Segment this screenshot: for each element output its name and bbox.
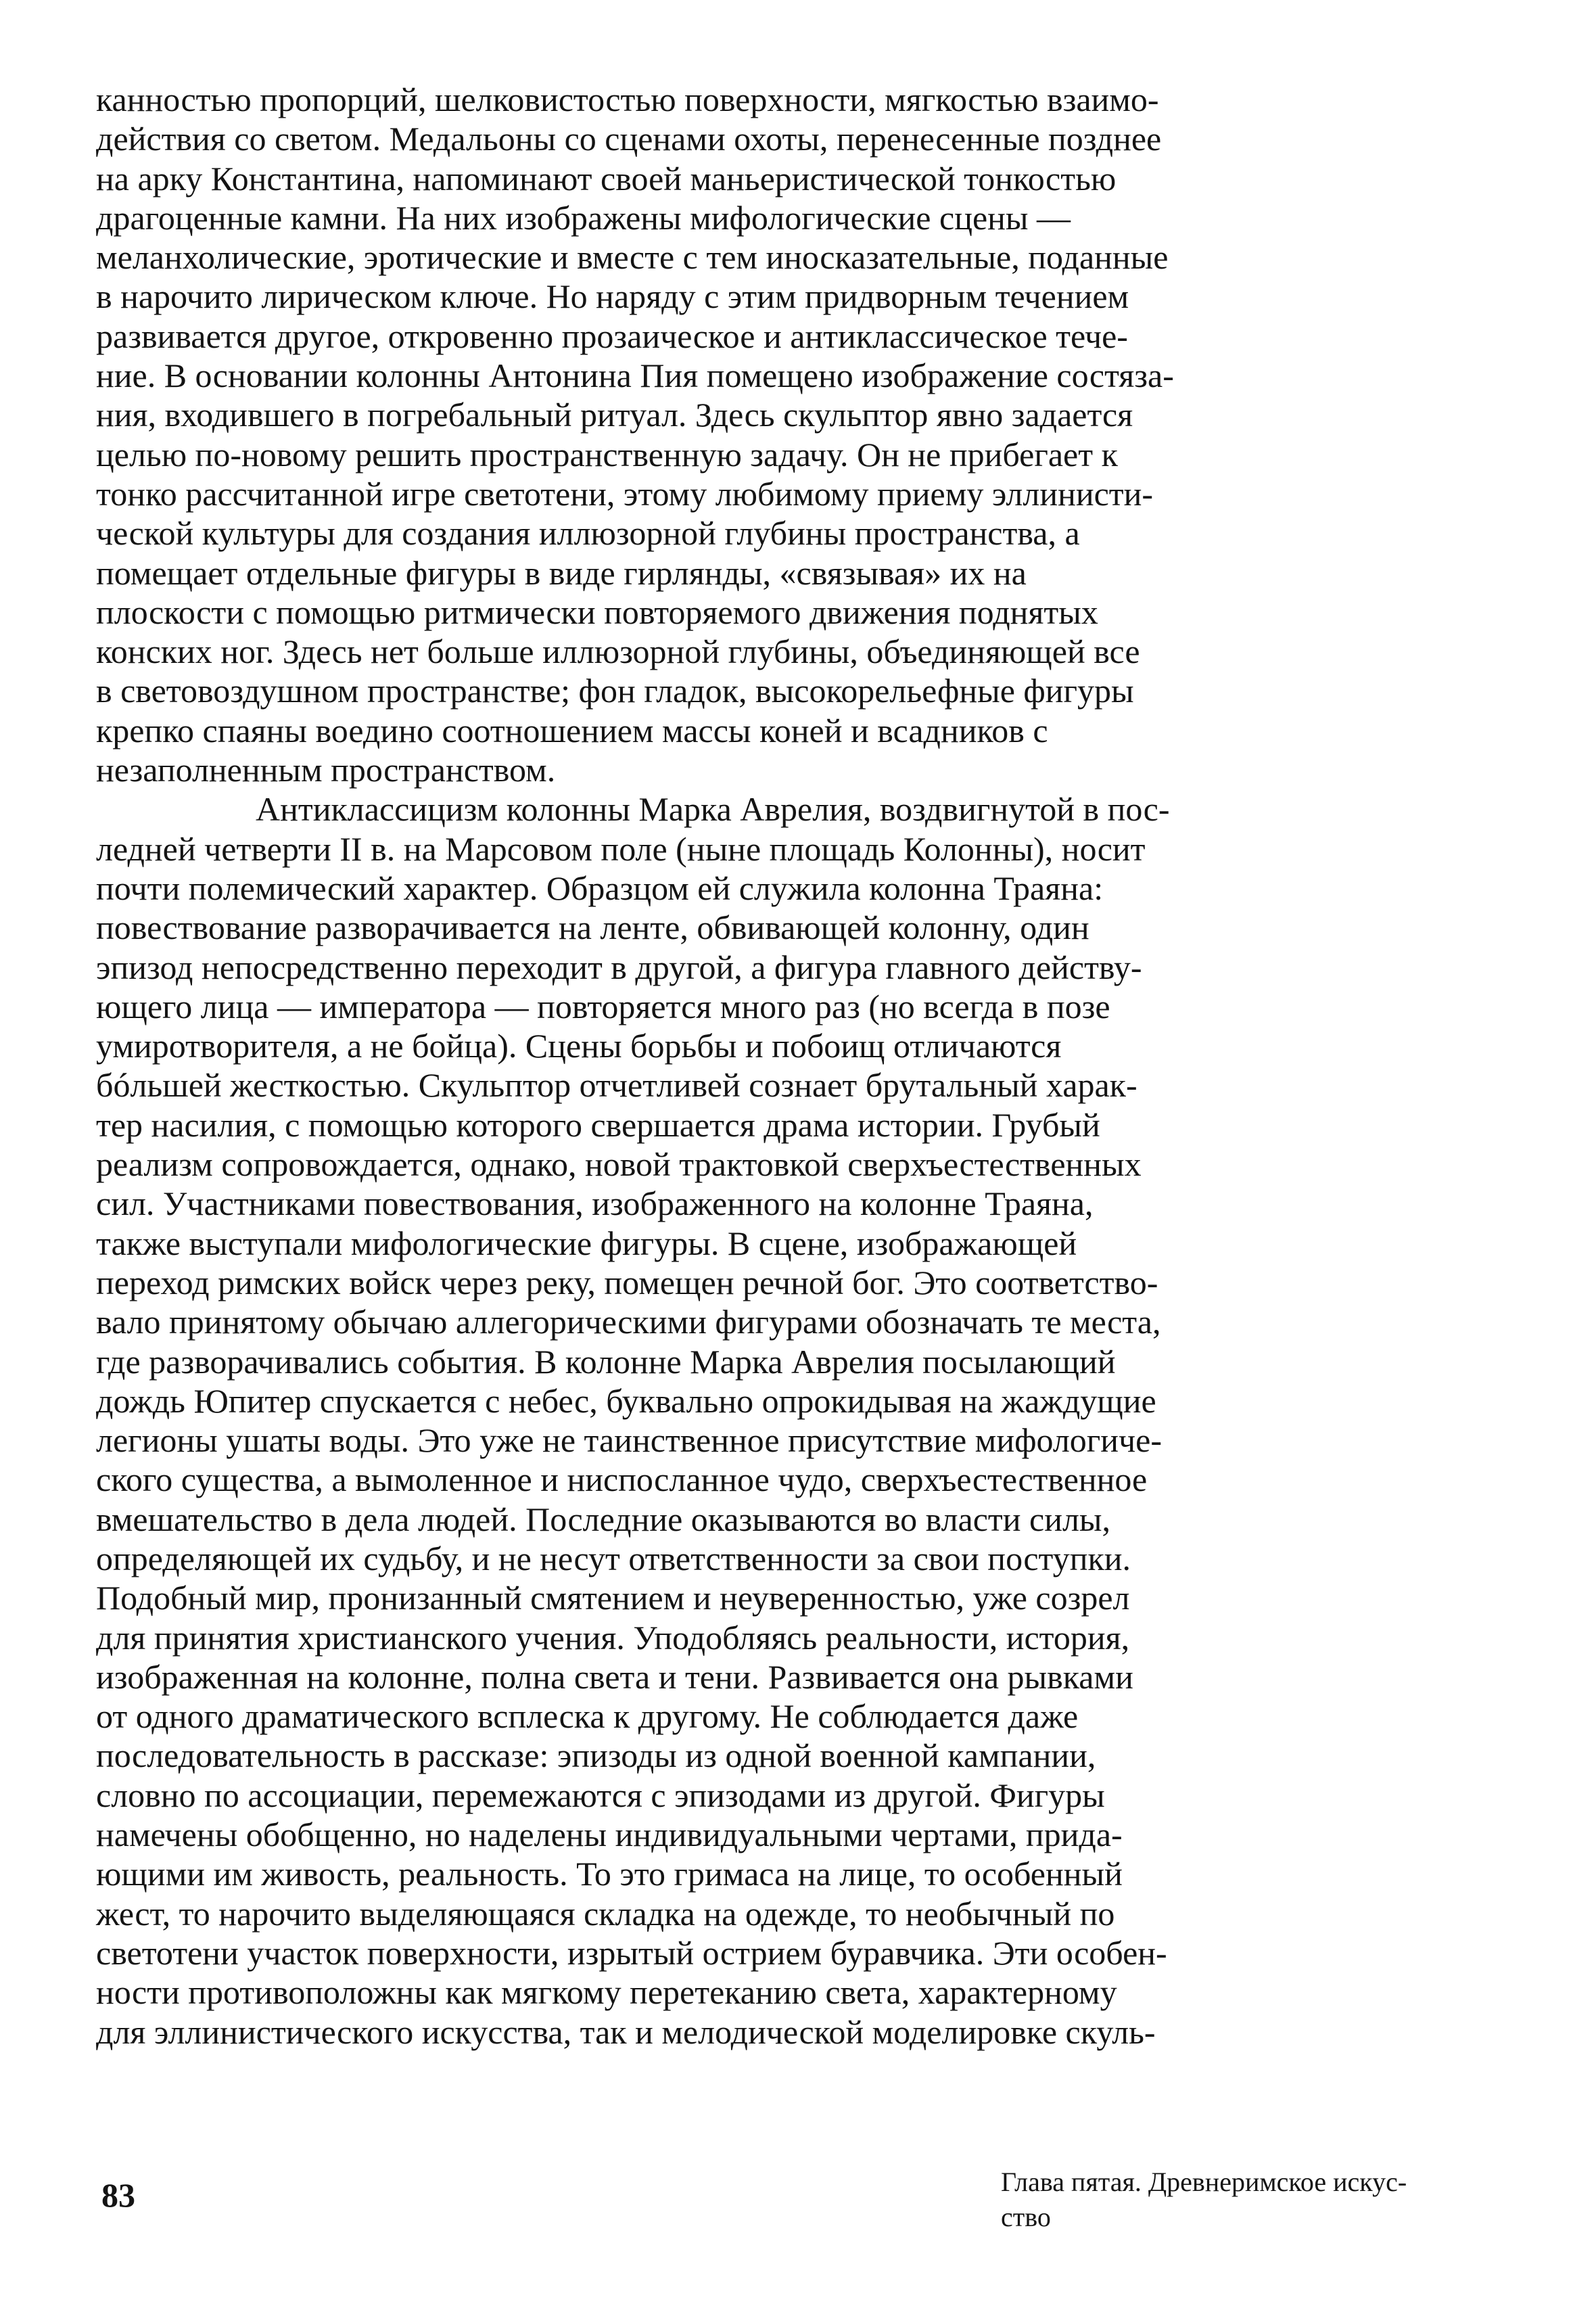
text-line: меланхолические, эротические и вместе с тем иносказательные, поданные: [96, 238, 1169, 277]
text-line: на арку Константина, напоминают своей маньеристической тонкостью: [96, 159, 1117, 198]
text-line: вмешательство в дела людей. Последние оказываются во власти силы,: [96, 1500, 1111, 1538]
text-line: тонко рассчитанной игре светотени, этому любимому приему эллинисти-: [96, 474, 1154, 513]
text-line: для принятия христианского учения. Уподобляясь реальности, история,: [96, 1618, 1130, 1657]
page-number: 83: [101, 2176, 135, 2214]
text-line: канностью пропорций, шелковистостью поверхности, мягкостью взаимо-: [96, 80, 1159, 118]
text-line: ского существа, а вымоленное и ниспосланное чудо, сверхъестественное: [96, 1460, 1148, 1499]
text-line: ческой культуры для создания иллюзорной глубины пространства, а: [96, 514, 1080, 553]
text-line: также выступали мифологические фигуры. В сцене, изображающей: [96, 1224, 1077, 1262]
text-line: легионы ушаты воды. Это уже не таинственное присутствие мифологиче-: [96, 1421, 1163, 1460]
text-line: изображенная на колонне, полна света и тени. Развивается она рывками: [96, 1657, 1133, 1696]
running-footer-line: Глава пятая. Древнеримское искус-: [1001, 2167, 1407, 2197]
body-text: [96, 80, 1408, 2052]
text-line: эпизод непосредственно переходит в другой, а фигура главного действу-: [96, 948, 1142, 986]
text-line: плоскости с помощью ритмически повторяемого движения поднятых: [96, 593, 1098, 631]
text-line: дождь Юпитер спускается с небес, буквально опрокидывая на жаждущие: [96, 1381, 1156, 1420]
text-line: почти полемический характер. Образцом ей служила колонна Траяна:: [96, 869, 1104, 907]
text-line: помещает отдельные фигуры в виде гирлянды, «связывая» их на: [96, 553, 1027, 592]
text-line: в нарочито лирическом ключе. Но наряду с этим придворным течением: [96, 277, 1129, 316]
text-line: словно по ассоциации, перемежаются с эпизодами из другой. Фигуры: [96, 1776, 1105, 1814]
text-line: светотени участок поверхности, изрытый острием буравчика. Эти особен-: [96, 1933, 1167, 1972]
text-line: ности противоположны как мягкому перетеканию света, характерному: [96, 1973, 1117, 2012]
text-line: крепко спаяны воедино соотношением массы коней и всадников с: [96, 711, 1048, 749]
text-line: где разворачивались события. В колонне Марка Аврелия посылающий: [96, 1342, 1116, 1381]
text-line: определяющей их судьбу, и не несут ответственности за свои поступки.: [96, 1539, 1131, 1577]
text-line: развивается другое, откровенно прозаическое и антиклассическое тече-: [96, 317, 1128, 355]
text-line: незаполненным пространством.: [96, 751, 556, 789]
text-line: переход римских войск через реку, помещен речной бог. Это соответство-: [96, 1263, 1158, 1301]
text-line: конских ног. Здесь нет больше иллюзорной глубины, объединяющей все: [96, 632, 1140, 671]
running-footer-line: ство: [1001, 2202, 1051, 2232]
text-line: для эллинистического искусства, так и мелодической моделировке скуль-: [96, 2012, 1156, 2051]
text-line: драгоценные камни. На них изображены мифологические сцены —: [96, 198, 1071, 237]
text-line: повествование разворачивается на ленте, обвивающей колонну, один: [96, 908, 1089, 947]
text-line: тер насилия, с помощью которого свершается драма истории. Грубый: [96, 1105, 1100, 1144]
text-line: ющего лица — императора — повторяется много раз (но всегда в позе: [96, 987, 1110, 1025]
text-line: Подобный мир, пронизанный смятением и неуверенностью, уже созрел: [96, 1579, 1130, 1617]
text-line: целью по-новому решить пространственную задачу. Он не прибегает к: [96, 435, 1118, 474]
text-line: намечены обобщенно, но наделены индивидуальными чертами, прида-: [96, 1816, 1123, 1854]
text-line: умиротворителя, а не бойца). Сцены борьбы и побоищ отличаются: [96, 1027, 1062, 1065]
text-line: ния, входившего в погребальный ритуал. Здесь скульптор явно задается: [96, 396, 1133, 434]
running-footer: [1001, 2165, 1528, 2235]
text-line: жест, то нарочито выделяющаяся складка на одежде, то необычный по: [96, 1894, 1115, 1933]
text-line: ние. В основании колонны Антонина Пия помещено изображение состяза-: [96, 356, 1174, 395]
text-line: последовательность в рассказе: эпизоды из одной военной кампании,: [96, 1736, 1096, 1775]
text-line: бóльшей жесткостью. Скульптор отчетливей сознает брутальный харак-: [96, 1066, 1137, 1105]
text-line: ледней четверти II в. на Марсовом поле (ныне площадь Колонны), носит: [96, 829, 1146, 868]
text-line: вало принятому обычаю аллегорическими фигурами обозначать те места,: [96, 1303, 1161, 1341]
text-line: реализм сопровождается, однако, новой трактовкой сверхъестественных: [96, 1145, 1142, 1184]
text-line: в световоздушном пространстве; фон гладок, высокорельефные фигуры: [96, 672, 1134, 710]
text-line: от одного драматического всплеска к другому. Не соблюдается даже: [96, 1697, 1079, 1736]
text-line: ющими им живость, реальность. То это гримаса на лице, то особенный: [96, 1855, 1123, 1893]
paragraph-first-line: Антиклассицизм колонны Марка Аврелия, воздвигнутой в пос-: [256, 790, 1170, 829]
text-line: сил. Участниками повествования, изображенного на колонне Траяна,: [96, 1184, 1094, 1223]
text-line: действия со светом. Медальоны со сценами охоты, перенесенные позднее: [96, 120, 1162, 158]
